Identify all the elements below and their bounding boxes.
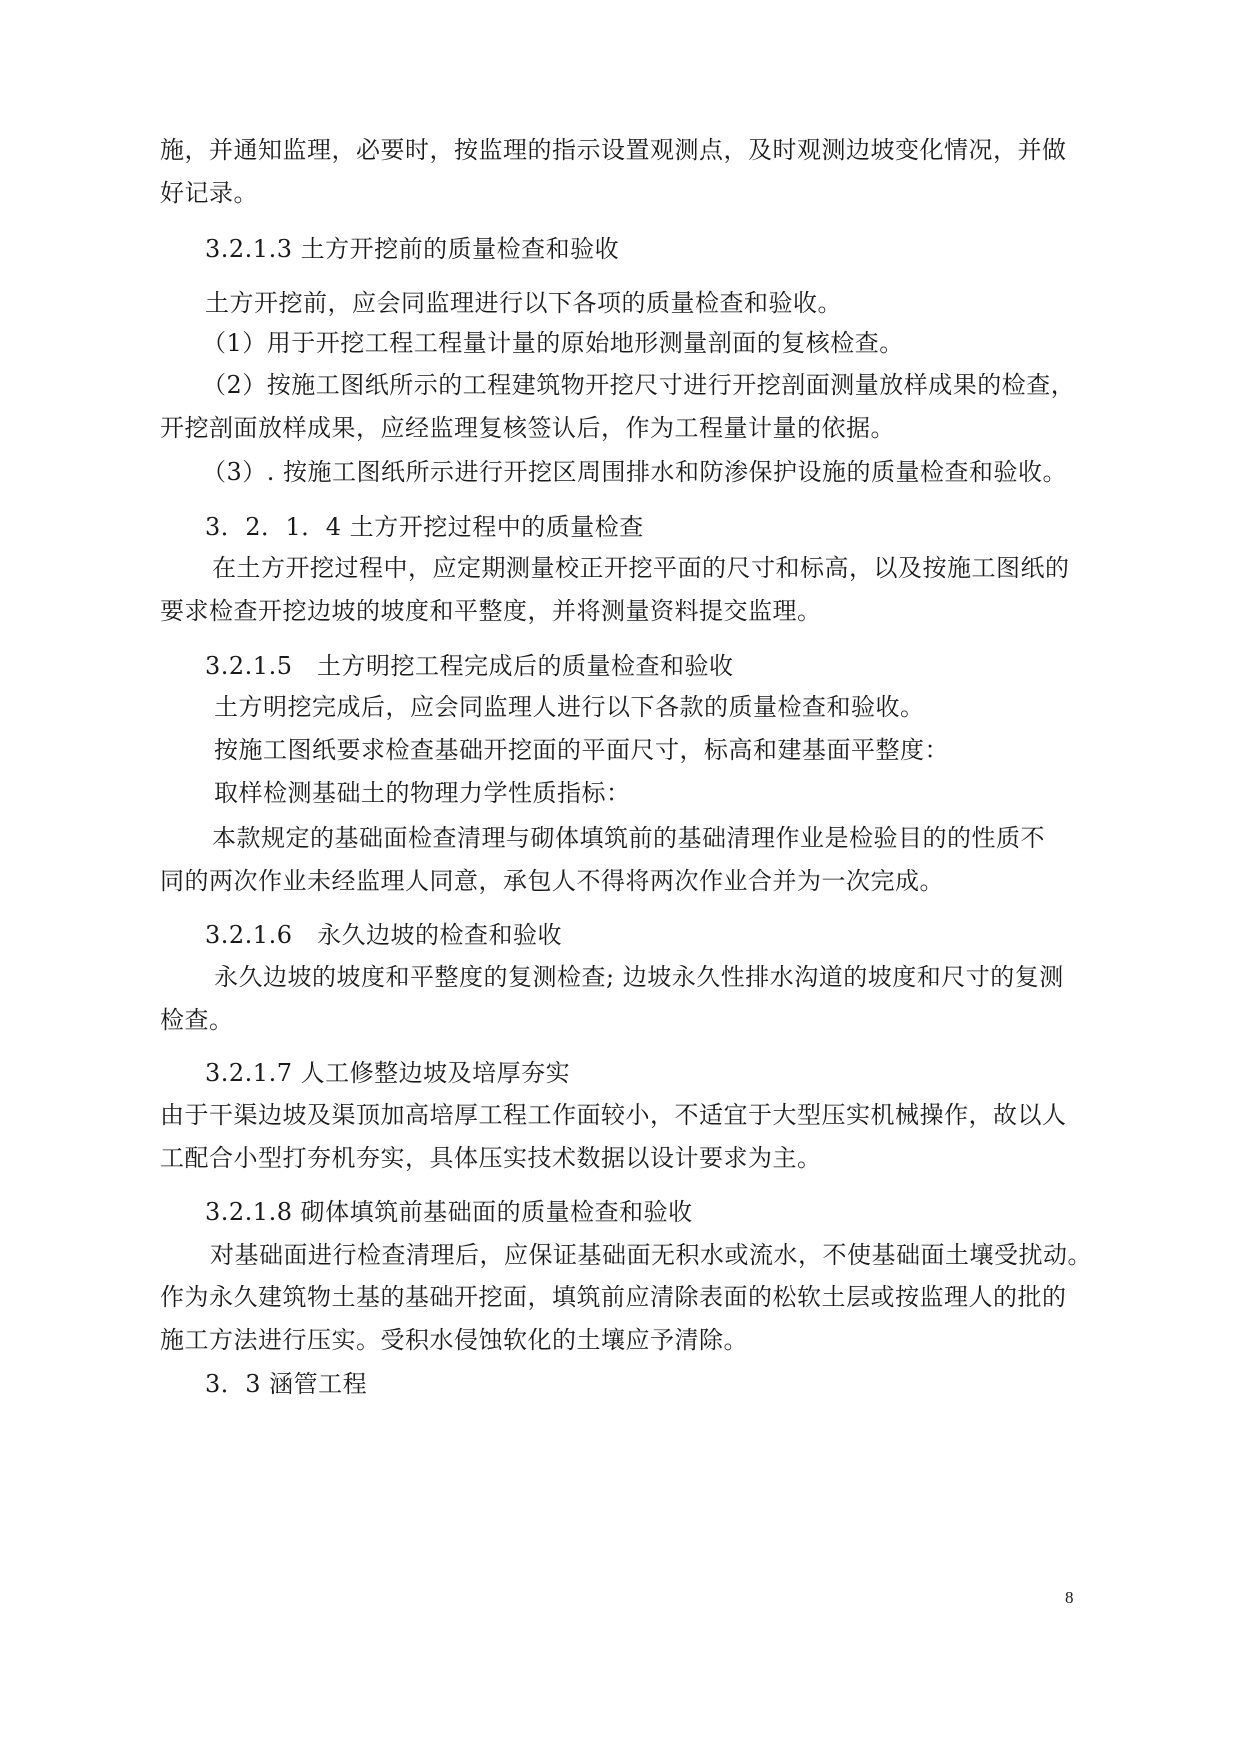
body-text-line: 土方开挖前，应会同监理进行以下各项的质量检查和验收。 bbox=[205, 289, 842, 317]
section-heading: 3.2.1.5 土方明挖工程完成后的质量检查和验收 bbox=[205, 652, 734, 680]
list-item: （1）用于开挖工程工程量计量的原始地形测量剖面的复核检查。 bbox=[202, 329, 904, 357]
body-text-line: 土方明挖完成后，应会同监理人进行以下各款的质量检查和验收。 bbox=[214, 693, 925, 721]
section-heading: 3．3 涵管工程 bbox=[205, 1370, 368, 1398]
body-text-line: 工配合小型打夯机夯实，具体压实技术数据以设计要求为主。 bbox=[160, 1144, 822, 1172]
body-text-line: 在土方开挖过程中，应定期测量校正开挖平面的尺寸和标高，以及按施工图纸的 bbox=[212, 554, 1070, 582]
section-heading: 3.2.1.6 永久边坡的检查和验收 bbox=[205, 921, 562, 949]
body-text-line: 按施工图纸要求检查基础开挖面的平面尺寸，标高和建基面平整度： bbox=[214, 736, 949, 764]
section-heading: 3.2.1.7 人工修整边坡及培厚夯实 bbox=[205, 1059, 571, 1087]
body-text-line: 开挖剖面放样成果，应经监理复核签认后，作为工程量计量的依据。 bbox=[160, 414, 895, 442]
body-text-line: 永久边坡的坡度和平整度的复测检查; 边坡永久性排水沟道的坡度和尺寸的复测 bbox=[214, 963, 1064, 991]
body-text-line: 施，并通知监理，必要时，按监理的指示设置观测点，及时观测边坡变化情况，并做 bbox=[160, 136, 1067, 164]
section-heading: 3.2.1.3 土方开挖前的质量检查和验收 bbox=[205, 235, 620, 263]
section-heading: 3．2．1．4 土方开挖过程中的质量检查 bbox=[205, 513, 644, 541]
body-text-line: 检查。 bbox=[160, 1006, 234, 1034]
body-text-line: 施工方法进行压实。受积水侵蚀软化的土壤应予清除。 bbox=[160, 1326, 748, 1354]
body-text-line: 本款规定的基础面检查清理与砌体填筑前的基础清理作业是检验目的的性质不 bbox=[212, 824, 1045, 852]
body-text-line: 要求检查开挖边坡的坡度和平整度，并将测量资料提交监理。 bbox=[160, 597, 822, 625]
list-item: （3）. 按施工图纸所示进行开挖区周围排水和防渗保护设施的质量检查和验收。 bbox=[202, 458, 1068, 486]
body-text-line: 好记录。 bbox=[160, 179, 258, 207]
body-text-line: 作为永久建筑物土基的基础开挖面，填筑前应清除表面的松软土层或按监理人的批的 bbox=[160, 1283, 1067, 1311]
body-text-line: 取样检测基础土的物理力学性质指标： bbox=[214, 779, 631, 807]
body-text-line: 同的两次作业未经监理人同意，承包人不得将两次作业合并为一次完成。 bbox=[160, 867, 944, 895]
list-item: （2）按施工图纸所示的工程建筑物开挖尺寸进行开挖剖面测量放样成果的检查， bbox=[202, 371, 1076, 399]
page-number: 8 bbox=[1065, 1588, 1074, 1607]
body-text-line: 对基础面进行检查清理后，应保证基础面无积水或流水，不使基础面土壤受扰动。 bbox=[210, 1241, 1092, 1269]
section-heading: 3.2.1.8 砌体填筑前基础面的质量检查和验收 bbox=[205, 1198, 693, 1226]
body-text-line: 由于干渠边坡及渠顶加高培厚工程工作面较小，不适宜于大型压实机械操作，故以人 bbox=[160, 1101, 1067, 1129]
